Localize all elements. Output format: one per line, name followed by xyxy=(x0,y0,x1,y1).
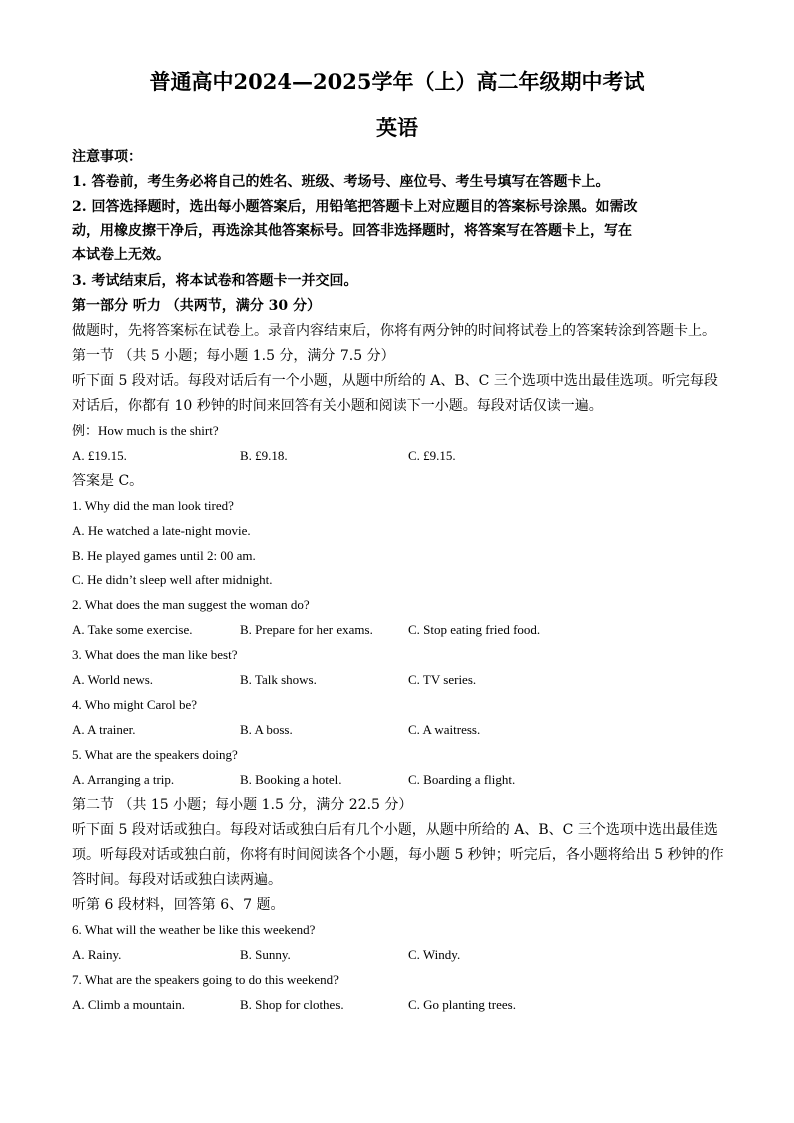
part1-heading: 第一部分 听力 （共两节，满分 30 分） xyxy=(72,298,321,314)
notice-item-2-line-3: 本试卷上无效。 xyxy=(72,247,170,263)
question-5-option-b: B. Booking a hotel. xyxy=(240,772,342,787)
notice-item-3: 3. 考试结束后，将本试卷和答题卡一并交回。 xyxy=(72,273,358,289)
section2-instruction-line-1: 听下面 5 段对话或独白。每段对话或独白后有几个小题，从题中所给的 A、B、C 三个选项中选出最佳选 xyxy=(72,822,718,838)
notice-item-2-line-1: 2. 回答选择题时，选出每小题答案后，用铅笔把答题卡上对应题目的答案标号涂黑。如需改 xyxy=(72,199,638,215)
material-6-heading: 听第 6 段材料，回答第 6、7 题。 xyxy=(72,897,285,913)
question-5-option-c: C. Boarding a flight. xyxy=(408,772,516,787)
question-3-option-b: B. Talk shows. xyxy=(240,672,317,687)
exam-title: 普通高中2024—2025学年（上）高二年级期中考试 xyxy=(149,69,645,94)
part1-instruction: 做题时，先将答案标在试卷上。录音内容结束后，你将有两分钟的时间将试卷上的答案转涂到答题卡上。 xyxy=(72,323,716,339)
notice-item-1: 1. 答卷前，考生务必将自己的姓名、班级、考场号、座位号、考生号填写在答题卡上。 xyxy=(72,174,610,190)
example-option-c: C. £9.15. xyxy=(408,448,456,463)
question-4: 4. Who might Carol be? xyxy=(72,697,198,712)
section1-instruction-line-2: 对话后，你都有 10 秒钟的时间来回答有关小题和阅读下一小题。每段对话仅读一遍。 xyxy=(72,398,603,414)
example-option-a: A. £19.15. xyxy=(72,448,127,463)
question-5-option-a: A. Arranging a trip. xyxy=(72,772,175,787)
question-3-option-c: C. TV series. xyxy=(408,672,477,687)
question-3-option-a: A. World news. xyxy=(72,672,154,687)
section2-heading: 第二节 （共 15 小题；每小题 1.5 分，满分 22.5 分） xyxy=(72,797,413,813)
example-question: 例：How much is the shirt? xyxy=(72,423,219,438)
example-answer: 答案是 C。 xyxy=(72,473,144,489)
question-4-option-a: A. A trainer. xyxy=(72,722,136,737)
question-7-option-a: A. Climb a mountain. xyxy=(72,997,186,1012)
example-option-b: B. £9.18. xyxy=(240,448,288,463)
question-1-option-b: B. He played games until 2: 00 am. xyxy=(72,548,256,563)
subject-title: 英语 xyxy=(376,115,418,140)
notice-item-2-line-2: 动，用橡皮擦干净后，再选涂其他答案标号。回答非选择题时，将答案写在答题卡上，写在 xyxy=(72,223,632,239)
question-2-option-c: C. Stop eating fried food. xyxy=(408,622,541,637)
question-4-option-b: B. A boss. xyxy=(240,722,293,737)
question-3: 3. What does the man like best? xyxy=(72,647,238,662)
question-1-option-c: C. He didn’t sleep well after midnight. xyxy=(72,572,273,587)
question-1: 1. Why did the man look tired? xyxy=(72,498,234,513)
question-7: 7. What are the speakers going to do this weekend? xyxy=(72,972,339,987)
section2-instruction-line-3: 答时间。每段对话或独白读两遍。 xyxy=(72,872,282,888)
section1-heading: 第一节 （共 5 小题；每小题 1.5 分，满分 7.5 分） xyxy=(72,348,395,364)
question-7-option-b: B. Shop for clothes. xyxy=(240,997,344,1012)
question-6-option-a: A. Rainy. xyxy=(72,947,122,962)
question-5: 5. What are the speakers doing? xyxy=(72,747,238,762)
question-7-option-c: C. Go planting trees. xyxy=(408,997,516,1012)
question-6: 6. What will the weather be like this weekend? xyxy=(72,922,316,937)
question-2-option-b: B. Prepare for her exams. xyxy=(240,622,373,637)
question-6-option-b: B. Sunny. xyxy=(240,947,291,962)
question-6-option-c: C. Windy. xyxy=(408,947,461,962)
question-4-option-c: C. A waitress. xyxy=(408,722,481,737)
section2-instruction-line-2: 项。听每段对话或独白前，你将有时间阅读各个小题，每小题 5 秒钟；听完后，各小题将给出 5 秒钟的作 xyxy=(72,847,724,863)
notice-heading: 注意事项： xyxy=(72,149,142,165)
question-2-option-a: A. Take some exercise. xyxy=(72,622,193,637)
question-2: 2. What does the man suggest the woman do? xyxy=(72,597,310,612)
question-1-option-a: A. He watched a late-night movie. xyxy=(72,523,251,538)
section1-instruction-line-1: 听下面 5 段对话。每段对话后有一个小题，从题中所给的 A、B、C 三个选项中选出最佳选项。听完每段 xyxy=(72,373,718,389)
